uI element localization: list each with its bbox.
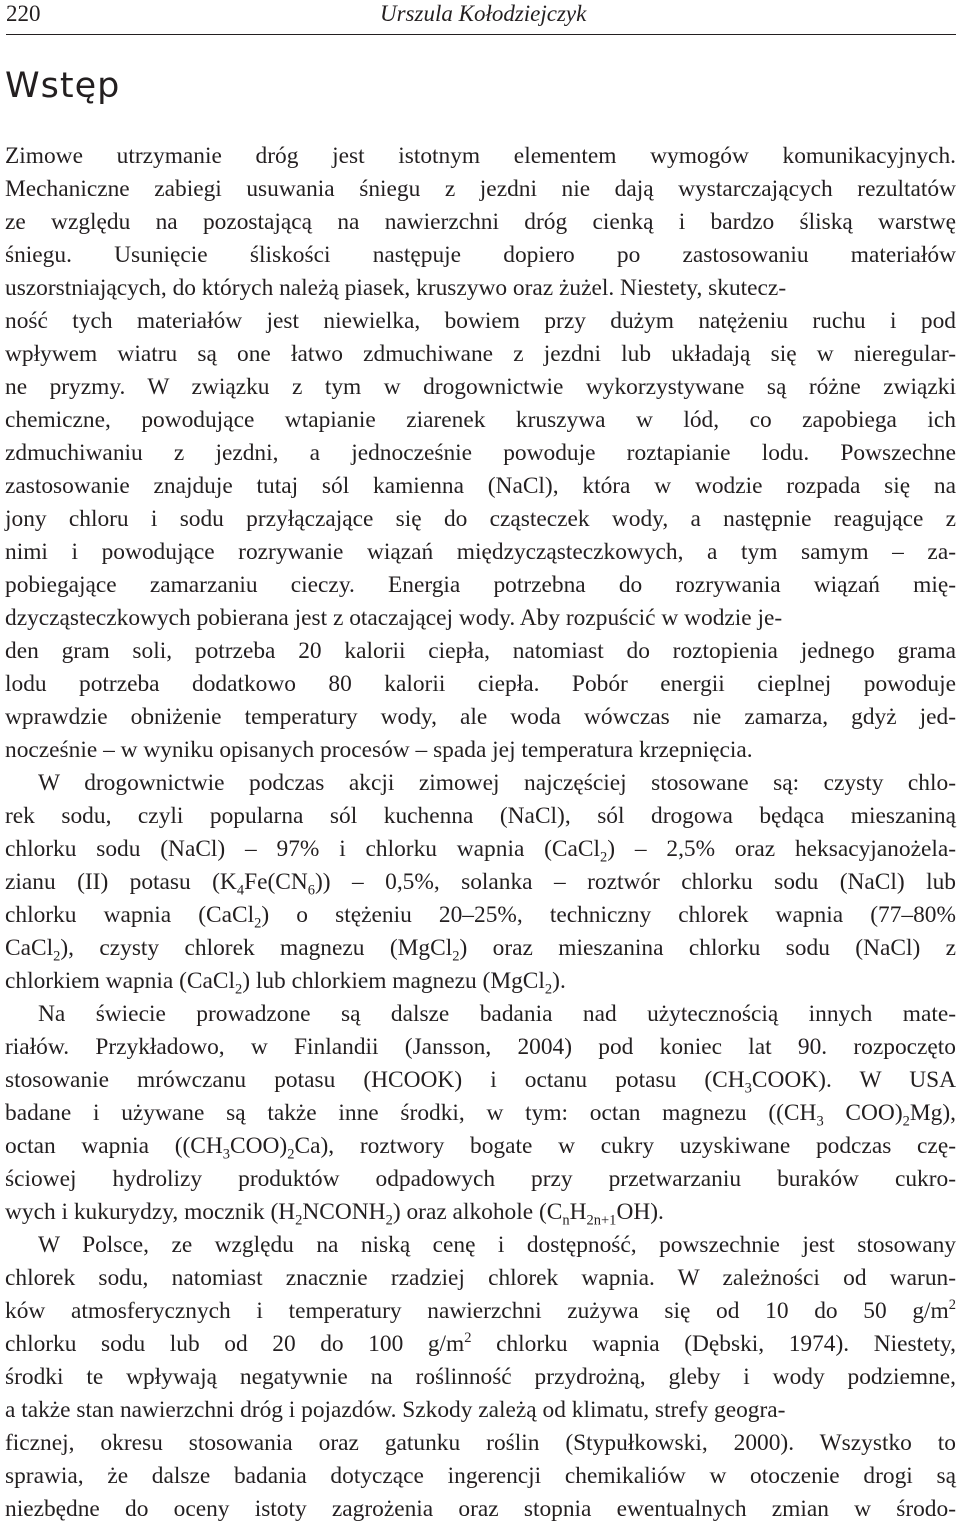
text-line [0,1031,960,1064]
text-segment: Fe(CN [244,869,308,895]
text-segment: uszorstniających, do których należą piasek, kruszywo oraz żużel. Niestety, skutecz- [5,275,787,301]
text-segment: OH). [616,1199,664,1225]
text-segment: )) – 0,5%, solanka – roztwór chlorku sodu (NaCl) lub [315,869,957,895]
running-head-author: Urszula Kołodziejczyk [380,1,587,26]
text-line [0,701,960,734]
subscript: 6 [307,882,316,899]
text-line [0,866,960,899]
text-line [0,503,960,536]
text-segment: zastosowanie znajduje tutaj sól kamienna (NaCl), która w wodzie rozpada się na [5,473,956,499]
text-line [0,1427,960,1460]
text-segment: rek sodu, czyli popularna sól kuchenna (NaCl), sól drogowa będąca mieszaniną [5,803,956,829]
text-line [0,602,960,635]
text-segment: chlorkiem wapnia (CaCl [5,968,235,994]
text-segment: stosowanie mrówczanu potasu (HCOOK) i octanu potasu (CH [5,1067,745,1093]
text-line [0,1493,960,1526]
text-segment: nimi i powodujące rozrywanie wiązań międzycząsteczkowych, a tym samym – za- [5,539,956,565]
subscript: 2 [452,948,460,965]
text-segment: den gram soli, potrzeba 20 kalorii ciepła, natomiast do roztopienia jednego grama [5,638,956,664]
text-segment: pobiegające zamarzaniu cieczy. Energia potrzebna do rozrywania wiązań mię- [5,572,956,598]
text-segment: sprawia, że dalsze badania dotyczące ingerencji chemikaliów w otoczenie drogi są [5,1463,956,1489]
text-segment: chlorku wapnia (Dębski, 1974). Niestety, [471,1331,956,1357]
text-segment: Mechaniczne zabiegi usuwania śniegu z jezdni nie dają wystarczających rezultatów [5,176,956,202]
running-header [6,0,956,35]
text-segment: COO) [230,1133,288,1159]
subscript: 2n+1 [586,1212,617,1229]
text-segment: COOK). W USA [751,1067,956,1093]
superscript: 2 [464,1330,472,1347]
text-line [0,965,960,998]
text-segment: chlorku wapnia (CaCl [5,902,255,928]
text-segment: wych i kukurydzy, mocznik (H [5,1199,296,1225]
text-line [0,404,960,437]
text-line [0,272,960,305]
text-segment: nocześnie – w wyniku opisanych procesów – spada jej temperatura krzepnięcia. [5,737,753,763]
text-segment: lodu potrzeba dodatkowo 80 kalorii ciepła. Pobór energii cieplnej powoduje [5,671,956,697]
text-line [0,635,960,668]
subscript: 2 [385,1212,393,1229]
text-segment: chemiczne, powodujące wtapianie ziarenek kruszywa w lód, co zapobiega ich [5,407,956,433]
text-line [0,1361,960,1394]
text-line [0,767,960,800]
text-segment: H [569,1199,587,1225]
superscript: 2 [948,1297,956,1314]
subscript: 4 [236,882,245,899]
text-segment: Zimowe utrzymanie dróg jest istotnym elementem wymogów komunikacyjnych. [5,143,956,169]
text-segment: ). [552,968,566,994]
text-segment: Mg), [909,1100,957,1126]
text-segment: wprawdzie obniżenie temperatury wody, ale woda wówczas nie zamarza, gdyż jed- [5,704,956,730]
text-segment: ściowej hydrolizy produktów odpadowych przy przetwarzaniu buraków cukro- [5,1166,956,1192]
text-line [0,1229,960,1262]
subscript: 2 [902,1113,910,1130]
text-line [0,470,960,503]
text-segment: ) – 2,5% oraz heksacyjanożela- [607,836,957,862]
text-line [0,338,960,371]
text-line [0,1328,960,1361]
text-line [0,206,960,239]
subscript: 2 [287,1146,295,1163]
text-line [0,998,960,1031]
text-segment: jony chloru i sodu przyłączające się do cząsteczek wody, a następnie reagujące z [5,506,956,532]
text-line [0,1130,960,1163]
text-segment: wpływem wiatru są one łatwo zdmuchiwane z jezdni lub układają się w nieregular- [5,341,956,367]
text-segment: ), czysty chlorek magnezu (MgCl [60,935,453,961]
text-segment: ) oraz alkohole (C [392,1199,563,1225]
text-line [0,899,960,932]
text-segment: ne pryzmy. W związku z tym w drogownictwie wykorzystywane są różne związki [5,374,956,400]
text-segment: ficznej, okresu stosowania oraz gatunku roślin (Stypułkowski, 2000). Wszystko to [5,1430,956,1456]
text-segment: ność tych materiałów jest niewielka, bowiem przy dużym natężeniu ruchu i pod [5,308,956,334]
text-segment: ze względu na pozostającą na nawierzchni dróg cienką i bardzo śliską warstwę [5,209,956,235]
text-line [0,833,960,866]
text-segment: Ca), roztwory bogate w cukry uzyskiwane podczas czę- [294,1133,956,1159]
text-segment: śniegu. Usunięcie śliskości następuje dopiero po zastosowaniu materiałów [5,242,956,268]
text-line [0,305,960,338]
text-line [0,569,960,602]
subscript: 2 [234,981,243,998]
text-segment: niezbędne do oceny istoty zagrożenia oraz stopnia ewentualnych zmian w środo- [5,1496,956,1522]
subscript: 2 [254,915,262,932]
text-segment: chlorku sodu (NaCl) – 97% i chlorku wapnia (CaCl [5,836,601,862]
text-segment: dzycząsteczkowych pobierana jest z otaczającej wody. Aby rozpuścić w wodzie je- [5,605,783,631]
text-segment: ) o stężeniu 20–25%, techniczny chlorek wapnia (77–80% [261,902,956,928]
text-line [0,140,960,173]
text-segment: chlorek sodu, natomiast znacznie rzadziej chlorek wapnia. W zależności od warun- [5,1265,956,1291]
text-segment: badane i używane są także inne środki, w tym: octan magnezu ((CH [5,1100,817,1126]
text-segment: riałów. Przykładowo, w Finlandii (Jansson, 2004) pod koniec lat 90. rozpoczęto [5,1034,956,1060]
text-segment: NCONH [302,1199,386,1225]
text-line [0,932,960,965]
page-number: 220 [6,1,41,26]
text-line [0,1163,960,1196]
subscript: 3 [744,1080,752,1097]
text-segment: ) oraz mieszanina chlorku sodu (NaCl) z [459,935,956,961]
text-line [0,371,960,404]
text-segment: Na świecie prowadzone są dalsze badania nad użytecznością innych mate- [38,1001,956,1027]
subscript: 2 [600,849,608,866]
text-line [0,1295,960,1328]
text-line [0,437,960,470]
text-line [0,800,960,833]
text-line [0,239,960,272]
text-segment: ) lub chlorkiem magnezu (MgCl [242,968,545,994]
text-line [0,536,960,569]
text-segment: octan wapnia ((CH [5,1133,223,1159]
text-line [0,1460,960,1493]
text-segment: CaCl [5,935,54,961]
text-line [0,1262,960,1295]
text-segment: W Polsce, ze względu na niską cenę i dostępność, powszechnie jest stosowany [38,1232,956,1258]
text-segment: chlorku sodu lub od 20 do 100 g/m [5,1331,465,1357]
text-line [0,1064,960,1097]
subscript: 2 [295,1212,303,1229]
text-line [0,1394,960,1427]
text-line [0,173,960,206]
text-line [0,734,960,767]
text-line [0,1097,960,1130]
text-segment: zdmuchiwaniu z jezdni, a jednocześnie powoduje roztapianie lodu. Powszechne [5,440,956,466]
text-line [0,668,960,701]
text-segment: zianu (II) potasu (K [5,869,237,895]
text-segment: środki te wpływają negatywnie na roślinność przydrożną, gleby i wody podziemne, [5,1364,956,1390]
subscript: 3 [222,1146,231,1163]
subscript: 2 [53,948,61,965]
body-text [0,140,960,1526]
text-line [0,1196,960,1229]
subscript: 3 [816,1113,824,1130]
text-segment: COO) [823,1100,903,1126]
subscript: n [562,1212,570,1229]
text-segment: W drogownictwie podczas akcji zimowej najczęściej stosowane są: czysty chlo- [38,770,956,796]
text-segment: ków atmosferycznych i temperatury nawierzchni zużywa się od 10 do 50 g/m [5,1298,949,1324]
text-segment: a także stan nawierzchni dróg i pojazdów. Szkody zależą od klimatu, strefy geogra- [5,1397,786,1423]
subscript: 2 [544,981,553,998]
section-title: Wstęp [5,66,121,106]
